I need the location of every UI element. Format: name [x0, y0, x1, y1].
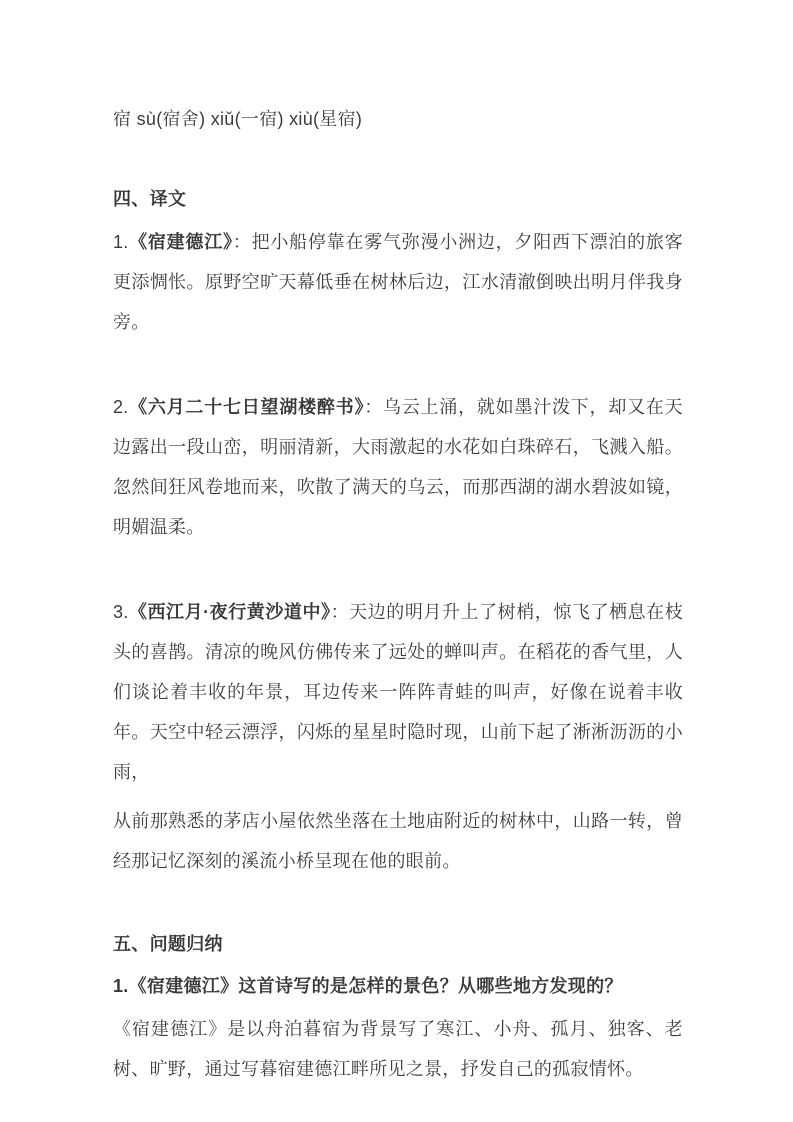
translation-item-1-number: 1.: [113, 232, 129, 252]
translation-item-3-number: 3.: [113, 602, 129, 622]
translation-item-2-poem-title: 《六月二十七日望湖楼醉书》: [128, 397, 365, 417]
translation-item-2-text: 乌云上涌，就如墨汁泼下，却又在天边露出一段山峦，明丽清新，大雨激起的水花如白珠碎石，飞溅入船。忽然间狂风卷地而来，吹散了满天的乌云，而那西湖的湖水碧波如镜，明媚温柔。: [113, 397, 683, 537]
translation-item-3-poem-title: 《西江月·夜行黄沙道中》: [128, 602, 331, 622]
translation-item-1: [113, 222, 683, 342]
translation-item-2-number: 2.: [113, 397, 129, 417]
translation-item-2-colon: ：: [364, 397, 383, 417]
translation-item-1-text: 把小船停靠在雾气弥漫小洲边，夕阳西下漂泊的旅客更添惆怅。原野空旷天幕低垂在树林后边，江水清澈倒映出明月伴我身旁。: [113, 232, 683, 332]
translation-item-2: [113, 387, 683, 547]
translation-item-3-colon: ：: [330, 602, 350, 622]
question-1-answer: 《宿建德江》是以舟泊暮宿为背景写了寒江、小舟、孤月、独客、老树、旷野，通过写暮宿建德江畔所见之景，抒发自己的孤寂情怀。: [113, 1019, 683, 1079]
translation-item-3-continued: 从前那熟悉的茅店小屋依然坐落在土地庙附近的树林中，山路一转，曾经那记忆深刻的溪流小桥呈现在他的眼前。: [113, 811, 683, 871]
translation-item-3: [113, 592, 683, 792]
translation-item-1-colon: ：: [232, 232, 252, 252]
pinyin-note: 宿 sù(宿舍) xiǔ(一宿) xiù(星宿): [113, 109, 363, 129]
translation-item-1-poem-title: 《宿建德江》: [128, 232, 233, 252]
section-heading-questions: 五、问题归纳: [113, 934, 223, 954]
document-content: [113, 0, 683, 1089]
question-1: 1.《宿建德江》这首诗写的是怎样的景色？从哪些地方发现的？: [113, 976, 623, 996]
section-heading-translation: 四、译文: [113, 189, 187, 209]
translation-item-3-text: 天边的明月升上了树梢，惊飞了栖息在枝头的喜鹊。清凉的晚风仿佛传来了远处的蝉叫声。在稻花的香气里，人们谈论着丰收的年景，耳边传来一阵阵青蛙的叫声，好像在说着丰收年。天空中轻云漂浮，闪烁的星星时隐时现，山前下起了淅淅沥沥的小雨，: [113, 602, 683, 782]
